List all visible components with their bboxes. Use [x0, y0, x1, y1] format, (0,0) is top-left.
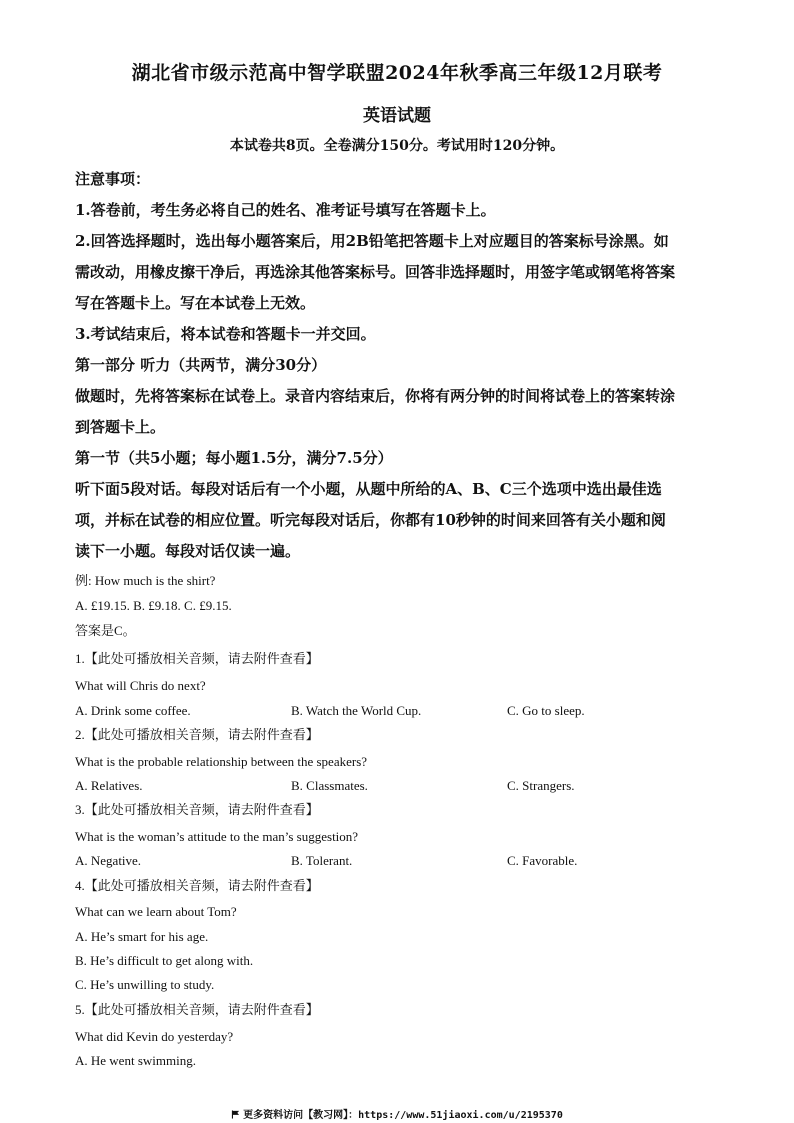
part1-instruction: 做题时，先将答案标在试卷上。录音内容结束后，你将有两分钟的时间将试卷上的答案转涂 [75, 387, 676, 405]
question-stem: What can we learn about Tom? [75, 904, 237, 919]
option-b: B. Tolerant. [291, 853, 353, 868]
notes-heading: 注意事项： [75, 170, 151, 188]
option-c: C. Favorable. [507, 853, 578, 868]
option-a: A. Relatives. [75, 778, 143, 793]
question-audio-link[interactable]: 1.【此处可播放相关音频，请去附件查看】 [75, 651, 319, 666]
exam-info: 本试卷共8页。全卷满分150分。考试用时120分钟。 [229, 138, 565, 154]
option-c: C. He’s unwilling to study. [75, 977, 215, 992]
footer-link[interactable] [0, 1106, 794, 1121]
option-b: B. He’s difficult to get along with. [75, 953, 254, 968]
example-question: 例: How much is the shirt? [75, 573, 216, 588]
question-audio-link[interactable]: 5.【此处可播放相关音频，请去附件查看】 [75, 1002, 319, 1017]
option-a: A. Drink some coffee. [75, 703, 191, 718]
example-answer: 答案是C。 [75, 623, 136, 638]
note-line: 1.答卷前，考生务必将自己的姓名、准考证号填写在答题卡上。 [75, 201, 496, 219]
example-options: A. £19.15. B. £9.18. C. £9.15. [75, 598, 232, 613]
option-b: B. Classmates. [291, 778, 368, 793]
option-a: A. Negative. [75, 853, 142, 868]
question-audio-link[interactable]: 3.【此处可播放相关音频，请去附件查看】 [75, 802, 319, 817]
note-line: 2.回答选择题时，选出每小题答案后，用2B铅笔把答题卡上对应题目的答案标号涂黑。如 [75, 232, 669, 250]
option-c: C. Strangers. [507, 778, 575, 793]
page-subtitle: 英语试题 [363, 106, 431, 126]
question-audio-link[interactable]: 2.【此处可播放相关音频，请去附件查看】 [75, 727, 319, 742]
footer-text: 更多资料访问【教习网】：https://www.51jiaoxi.com/u/2195370 [243, 1110, 563, 1121]
section1-instruction: 读下一小题。每段对话仅读一遍。 [75, 542, 301, 560]
part1-instruction: 到答题卡上。 [75, 418, 166, 436]
question-stem: What will Chris do next? [75, 678, 206, 693]
flag-icon [231, 1110, 240, 1119]
question-stem: What did Kevin do yesterday? [75, 1029, 234, 1044]
part1-heading: 第一部分 听力（共两节，满分30分） [75, 356, 327, 374]
section1-heading: 第一节（共5小题；每小题1.5分，满分7.5分） [75, 449, 393, 467]
option-b: B. Watch the World Cup. [291, 703, 422, 718]
section1-instruction: 听下面5段对话。每段对话后有一个小题，从题中所给的A、B、C三个选项中选出最佳选 [75, 480, 662, 498]
question-stem: What is the probable relationship between the speakers? [75, 754, 368, 769]
question-stem: What is the woman’s attitude to the man’s suggestion? [75, 829, 359, 844]
option-a: A. He’s smart for his age. [75, 929, 209, 944]
option-c: C. Go to sleep. [507, 703, 585, 718]
note-line: 3.考试结束后，将本试卷和答题卡一并交回。 [75, 325, 376, 343]
page-title: 湖北省市级示范高中智学联盟2024年秋季高三年级12月联考 [131, 62, 663, 84]
note-line: 需改动，用橡皮擦干净后，再选涂其他答案标号。回答非选择题时，用签字笔或钢笔将答案 [75, 263, 676, 281]
note-line: 写在答题卡上。写在本试卷上无效。 [75, 294, 316, 312]
section1-instruction: 项，并标在试卷的相应位置。听完每段对话后，你都有10秒钟的时间来回答有关小题和阅 [75, 511, 666, 529]
question-audio-link[interactable]: 4.【此处可播放相关音频，请去附件查看】 [75, 878, 319, 893]
option-a: A. He went swimming. [75, 1053, 196, 1068]
